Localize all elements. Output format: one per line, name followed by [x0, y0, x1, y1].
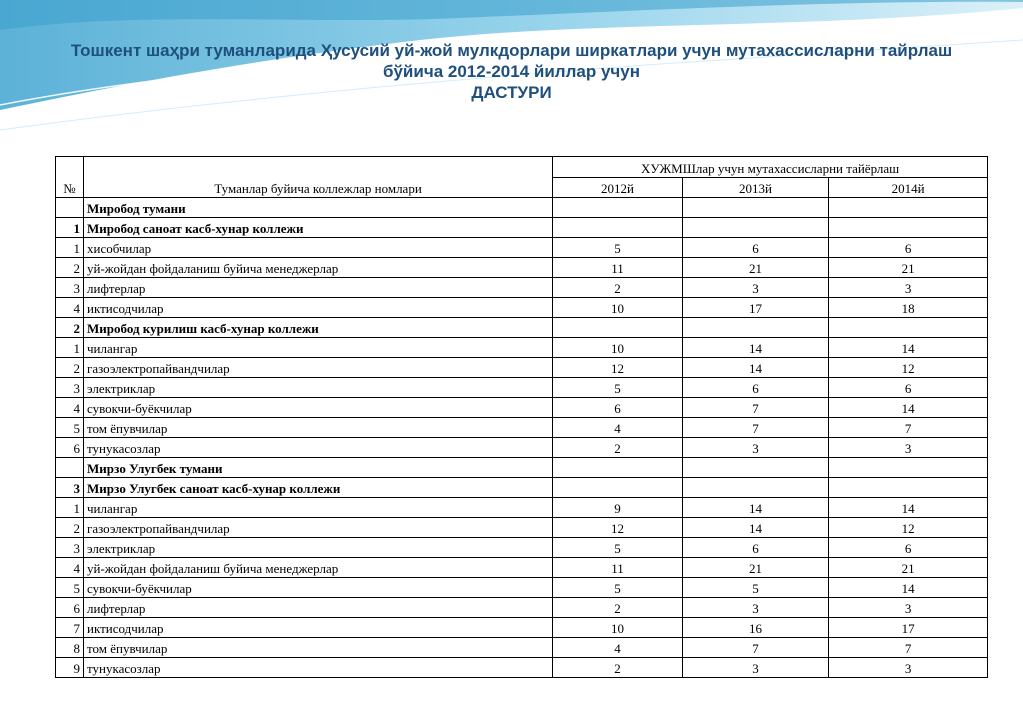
section-heading: Миробод курилиш касб-хунар коллежи [84, 318, 553, 338]
value-2014: 14 [829, 578, 988, 598]
row-number: 1 [56, 218, 84, 238]
table-row [56, 218, 988, 238]
table-row [56, 458, 988, 478]
specialty-name: иктисодчилар [84, 298, 553, 318]
header-year-2013: 2013й [682, 177, 828, 198]
table-row [56, 598, 988, 618]
specialty-name: том ёпувчилар [84, 418, 553, 438]
value-2012: 11 [553, 558, 683, 578]
value-2013: 7 [682, 398, 828, 418]
document-title [0, 40, 1023, 103]
value-2014: 12 [829, 358, 988, 378]
specialty-name: чилангар [84, 338, 553, 358]
specialty-name: лифтерлар [84, 278, 553, 298]
table-row [56, 658, 988, 678]
table-row [56, 498, 988, 518]
value-2014: 3 [829, 278, 988, 298]
value-2014: 14 [829, 338, 988, 358]
specialty-name: хисобчилар [84, 238, 553, 258]
row-number: 1 [56, 498, 84, 518]
value-2013: 17 [682, 298, 828, 318]
value-2012: 2 [553, 658, 683, 678]
specialty-name: электриклар [84, 538, 553, 558]
value-2014: 12 [829, 518, 988, 538]
value-2013: 14 [682, 338, 828, 358]
specialty-name: уй-жойдан фойдаланиш буйича менеджерлар [84, 258, 553, 278]
table-row [56, 198, 988, 218]
value-2013: 14 [682, 358, 828, 378]
row-number: 4 [56, 398, 84, 418]
value-2014: 3 [829, 658, 988, 678]
value-2012: 10 [553, 618, 683, 638]
value-2012: 10 [553, 298, 683, 318]
value-2014: 7 [829, 418, 988, 438]
specialty-name: электриклар [84, 378, 553, 398]
value-2012: 6 [553, 398, 683, 418]
value-2013 [682, 458, 828, 478]
row-number: 3 [56, 478, 84, 498]
value-2014: 14 [829, 398, 988, 418]
specialty-name: том ёпувчилар [84, 638, 553, 658]
value-2013 [682, 218, 828, 238]
row-number: 2 [56, 518, 84, 538]
table-row [56, 358, 988, 378]
title-line-2: бўйича 2012-2014 йиллар учун [382, 62, 641, 81]
row-number: 7 [56, 618, 84, 638]
value-2012: 5 [553, 238, 683, 258]
row-number [56, 198, 84, 218]
row-number: 2 [56, 358, 84, 378]
table-row [56, 478, 988, 498]
value-2012 [553, 198, 683, 218]
value-2012 [553, 478, 683, 498]
header-year-2012: 2012й [553, 177, 683, 198]
specialty-name: иктисодчилар [84, 618, 553, 638]
value-2014 [829, 478, 988, 498]
value-2013: 7 [682, 418, 828, 438]
value-2014: 21 [829, 258, 988, 278]
value-2012: 2 [553, 598, 683, 618]
row-number: 2 [56, 258, 84, 278]
header-year-2014: 2014й [829, 177, 988, 198]
value-2013: 6 [682, 378, 828, 398]
value-2014 [829, 318, 988, 338]
specialty-name: газоэлектропайвандчилар [84, 358, 553, 378]
table-row [56, 558, 988, 578]
table-row [56, 438, 988, 458]
table-row [56, 538, 988, 558]
table-row [56, 418, 988, 438]
value-2012: 11 [553, 258, 683, 278]
row-number: 6 [56, 598, 84, 618]
value-2013: 21 [682, 258, 828, 278]
value-2013 [682, 478, 828, 498]
row-number: 1 [56, 338, 84, 358]
value-2012: 9 [553, 498, 683, 518]
specialty-name: сувокчи-буёкчилар [84, 398, 553, 418]
table-row [56, 298, 988, 318]
row-number: 5 [56, 418, 84, 438]
header-number: № [56, 157, 84, 198]
header-training-group: ХУЖМШлар учун мутахассисларни тайёрлаш [553, 157, 988, 178]
row-number: 3 [56, 278, 84, 298]
value-2014: 6 [829, 238, 988, 258]
table-row [56, 618, 988, 638]
value-2012: 5 [553, 538, 683, 558]
value-2012: 12 [553, 358, 683, 378]
value-2013: 16 [682, 618, 828, 638]
table-row [56, 638, 988, 658]
section-heading: Миробод саноат касб-хунар коллежи [84, 218, 553, 238]
value-2013: 6 [682, 538, 828, 558]
section-heading: Миробод тумани [84, 198, 553, 218]
value-2012: 12 [553, 518, 683, 538]
value-2013: 5 [682, 578, 828, 598]
specialty-name: чилангар [84, 498, 553, 518]
value-2012: 5 [553, 578, 683, 598]
row-number: 8 [56, 638, 84, 658]
row-number: 2 [56, 318, 84, 338]
row-number: 3 [56, 378, 84, 398]
table-row [56, 518, 988, 538]
value-2012: 5 [553, 378, 683, 398]
value-2012: 2 [553, 278, 683, 298]
table-row [56, 578, 988, 598]
value-2014 [829, 198, 988, 218]
value-2013: 14 [682, 518, 828, 538]
row-number: 6 [56, 438, 84, 458]
table-row [56, 258, 988, 278]
value-2013: 7 [682, 638, 828, 658]
table-row [56, 398, 988, 418]
specialty-name: лифтерлар [84, 598, 553, 618]
title-line-1: Тошкент шаҳри туманларида Ҳусусий уй-жой мулкдорлари ширкатлари учун мутахассисларни тайрлаш [70, 41, 953, 60]
value-2013: 21 [682, 558, 828, 578]
row-number: 1 [56, 238, 84, 258]
specialty-name: сувокчи-буёкчилар [84, 578, 553, 598]
row-number: 4 [56, 558, 84, 578]
table-row [56, 238, 988, 258]
specialty-name: газоэлектропайвандчилар [84, 518, 553, 538]
row-number: 5 [56, 578, 84, 598]
value-2014: 21 [829, 558, 988, 578]
specialty-name: уй-жойдан фойдаланиш буйича менеджерлар [84, 558, 553, 578]
specialty-name: тунукасозлар [84, 658, 553, 678]
table-body [56, 198, 988, 678]
table-row [56, 318, 988, 338]
value-2013: 6 [682, 238, 828, 258]
value-2014: 3 [829, 598, 988, 618]
value-2012: 10 [553, 338, 683, 358]
value-2012 [553, 318, 683, 338]
value-2014 [829, 218, 988, 238]
section-heading: Мирзо Улугбек саноат касб-хунар коллежи [84, 478, 553, 498]
value-2014: 17 [829, 618, 988, 638]
title-line-3: ДАСТУРИ [471, 83, 552, 102]
specialty-name: тунукасозлар [84, 438, 553, 458]
row-number: 9 [56, 658, 84, 678]
header-college-name: Туманлар буйича коллежлар номлари [84, 157, 553, 198]
value-2012 [553, 458, 683, 478]
training-plan-table [55, 156, 988, 678]
value-2013: 3 [682, 658, 828, 678]
table-row [56, 338, 988, 358]
value-2013: 3 [682, 278, 828, 298]
value-2014: 7 [829, 638, 988, 658]
value-2012: 2 [553, 438, 683, 458]
value-2014 [829, 458, 988, 478]
value-2013: 14 [682, 498, 828, 518]
row-number [56, 458, 84, 478]
row-number: 3 [56, 538, 84, 558]
row-number: 4 [56, 298, 84, 318]
table-row [56, 278, 988, 298]
value-2012: 4 [553, 638, 683, 658]
table-row [56, 378, 988, 398]
value-2012: 4 [553, 418, 683, 438]
value-2013: 3 [682, 598, 828, 618]
value-2014: 6 [829, 378, 988, 398]
value-2014: 14 [829, 498, 988, 518]
value-2013: 3 [682, 438, 828, 458]
section-heading: Мирзо Улугбек тумани [84, 458, 553, 478]
value-2014: 3 [829, 438, 988, 458]
value-2013 [682, 198, 828, 218]
value-2014: 18 [829, 298, 988, 318]
value-2013 [682, 318, 828, 338]
value-2014: 6 [829, 538, 988, 558]
value-2012 [553, 218, 683, 238]
